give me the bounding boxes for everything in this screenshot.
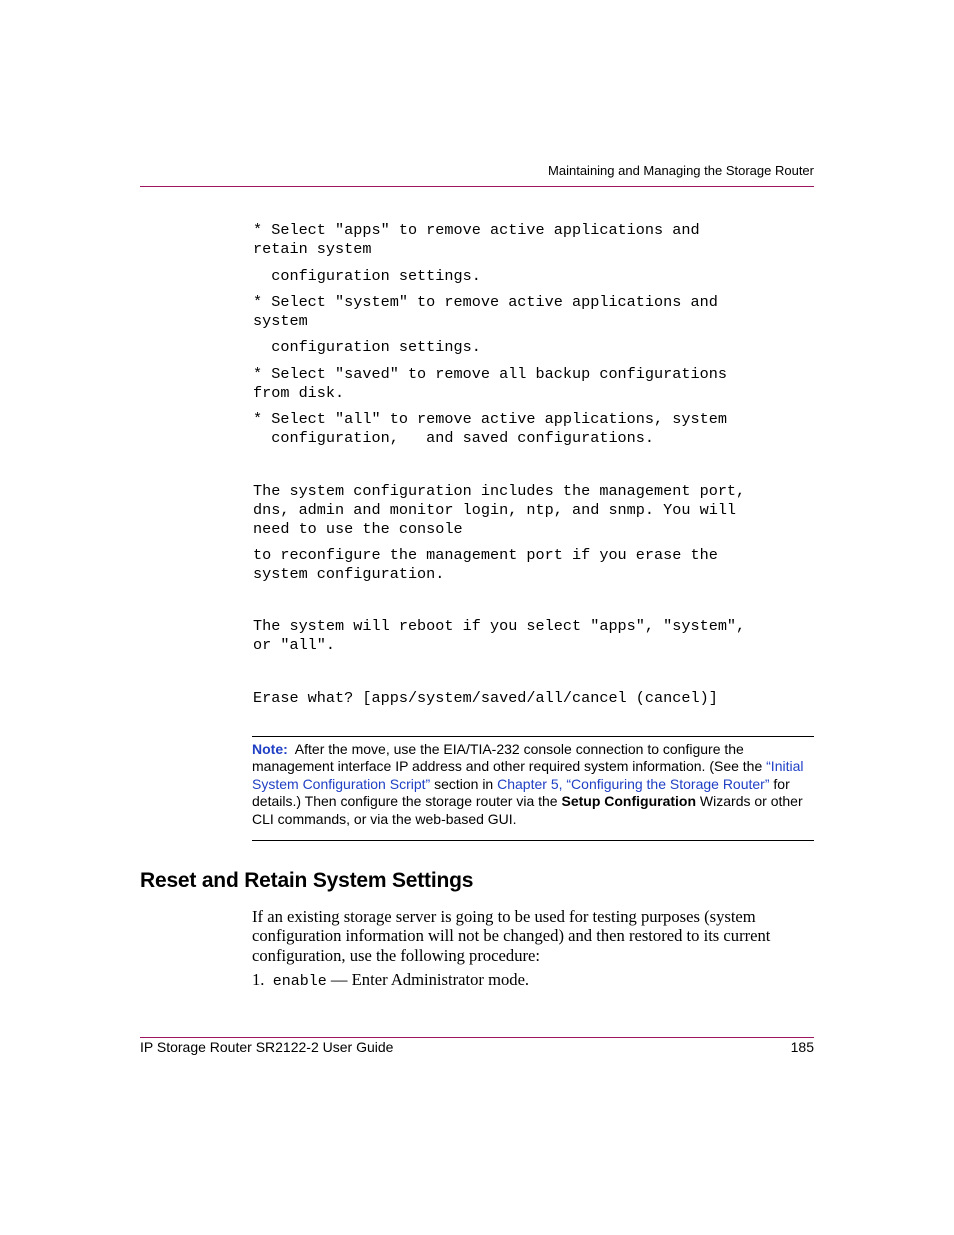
note-text: for details.) Then configure the storage router via the xyxy=(252,775,790,810)
running-header: Maintaining and Managing the Storage Router xyxy=(548,163,814,178)
note-text: section in xyxy=(430,775,498,792)
step-text: — Enter Administrator mode. xyxy=(326,970,530,989)
section-body: If an existing storage server is going to be used for testing purposes (system configuration information will not be changed) and then restored to its current configuration, use the following procedure: xyxy=(252,907,771,965)
footer-rule xyxy=(140,1037,814,1038)
setup-configuration-term: Setup Configuration xyxy=(561,793,697,810)
code-line: * Select "system" to remove active applications and system xyxy=(253,293,718,330)
note-box xyxy=(252,741,814,828)
code-line: configuration settings. xyxy=(253,338,481,356)
code-paragraph: The system configuration includes the management port, dns, admin and monitor login, ntp, and snmp. You will need to use the console xyxy=(253,482,746,538)
step-number: 1. xyxy=(252,970,265,989)
procedure-step xyxy=(252,970,529,991)
note-text: After the move, use the EIA/TIA-232 console connection to configure the management interface IP address and other required system information. (See the xyxy=(252,741,767,775)
note-label: Note: xyxy=(252,741,288,757)
code-paragraph: to reconfigure the management port if you erase the system configuration. xyxy=(253,546,718,583)
code-line: * Select "saved" to remove all backup configurations from disk. xyxy=(253,365,727,402)
code-paragraph: The system will reboot if you select "apps", "system", or "all". xyxy=(253,617,746,654)
note-top-rule xyxy=(252,736,814,737)
code-line: configuration settings. xyxy=(253,267,481,285)
step-command: enable xyxy=(272,973,327,990)
code-line: * Select "all" to remove active applications, system configuration, and saved configurations. xyxy=(253,410,727,447)
code-line: * Select "apps" to remove active applications and retain system xyxy=(253,221,700,258)
note-text: Wizards or other CLI commands, or via the web-based GUI. xyxy=(252,793,803,827)
code-prompt: Erase what? [apps/system/saved/all/cancel (cancel)] xyxy=(253,689,718,707)
link-initial-config-script[interactable]: “Initial System Configuration Script” xyxy=(252,758,804,792)
note-bottom-rule xyxy=(252,840,814,841)
header-rule xyxy=(140,186,814,187)
link-chapter-5[interactable]: Chapter 5, “Configuring the Storage Router” xyxy=(497,775,770,792)
section-heading: Reset and Retain System Settings xyxy=(140,869,474,892)
footer-guide-title: IP Storage Router SR2122-2 User Guide xyxy=(140,1039,394,1055)
page-number: 185 xyxy=(790,1039,814,1055)
